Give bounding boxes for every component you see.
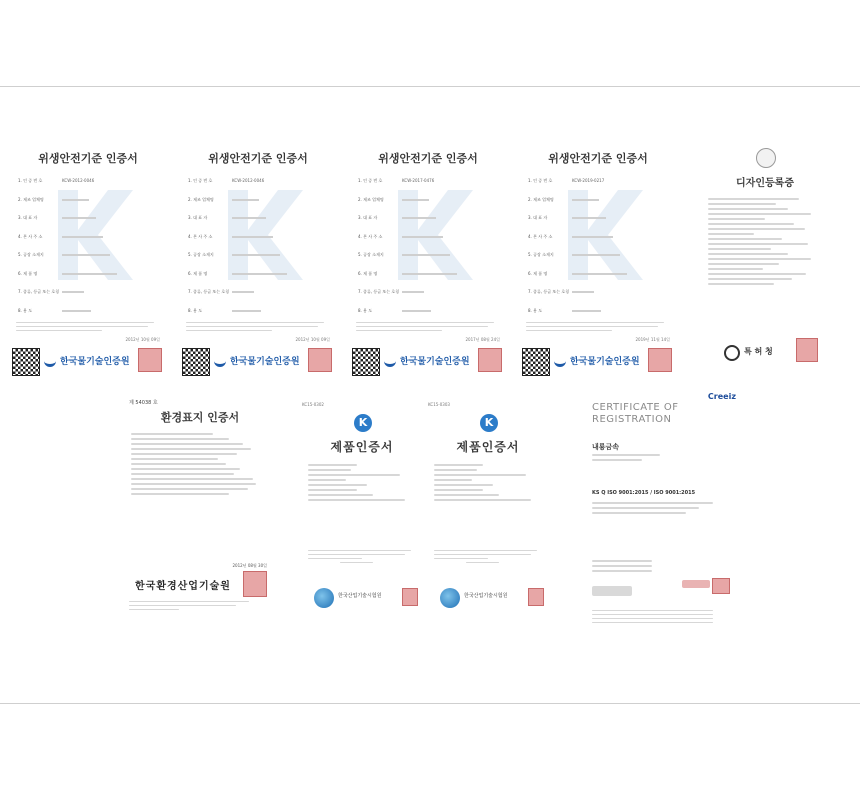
iso-certificate (586, 390, 736, 640)
kc-field-label: 5. 공장 소재지 (188, 252, 214, 257)
kc-field-row (18, 234, 162, 242)
kc-field-label: 3. 대 표 자 (358, 215, 378, 220)
kc-field-row (18, 215, 162, 223)
kc-cert-number: KCW-2019-0217 (572, 178, 605, 183)
kc-field-label: 8. 용 도 (188, 307, 203, 313)
kc-field-row (358, 234, 502, 242)
top-rule (0, 86, 860, 87)
kc-field-label: 6. 제 품 명 (528, 270, 548, 276)
kc-field-row (188, 197, 332, 205)
kc-field-label: 8. 용 도 (358, 307, 373, 313)
kc-field-row (188, 178, 332, 186)
product-certificate (302, 402, 422, 632)
kc-field-label: 6. 제 품 명 (18, 270, 38, 276)
iso-dates (592, 560, 726, 575)
kc-cert-notes (186, 322, 330, 334)
kc-field-label: 8. 용 도 (528, 307, 543, 313)
kc-field-row (528, 289, 672, 297)
design-cert-seal (796, 338, 818, 362)
kc-field-label: 5. 공장 소재지 (18, 252, 44, 257)
kc-field-label: 5. 공장 소재지 (358, 252, 384, 257)
design-cert-logo-icon (724, 345, 740, 361)
kc-certificate (8, 140, 168, 380)
kc-field-row (18, 178, 162, 186)
kc-footer-org: 한국물기술인증원 (570, 357, 640, 367)
kc-cert-title: 위생안전기준 인증서 (378, 152, 478, 165)
kc-field-row (528, 215, 672, 223)
kc-field-value-bar (572, 254, 620, 256)
kc-field-value-bar (62, 199, 89, 201)
kc-field-label: 3. 대 표 자 (18, 215, 38, 220)
globe-logo-icon (314, 588, 334, 608)
kc-cert-seal (138, 348, 162, 372)
kc-field-label: 7. 종류, 등급 또는 호칭 (188, 289, 230, 294)
kc-field-value-bar (402, 273, 457, 275)
product-cert-code: KC15-0303 (428, 402, 450, 407)
kc-field-value-bar (402, 199, 429, 201)
iso-standard: KS Q ISO 9001:2015 / ISO 9001:2015 (592, 490, 696, 496)
product-cert-code: KC15-0302 (302, 402, 324, 407)
qr-code-icon (352, 348, 380, 376)
iso-footer (592, 610, 726, 626)
kc-field-label: 7. 종류, 등급 또는 호칭 (358, 289, 400, 294)
kc-field-row (188, 215, 332, 223)
product-certificate (428, 402, 548, 632)
kc-field-row (528, 308, 672, 316)
product-cert-seal (402, 588, 418, 606)
iso-title-line1: CERTIFICATE OF (592, 402, 679, 413)
kc-org-logo-icon (44, 356, 56, 367)
product-cert-body (434, 464, 542, 504)
product-cert-notes (308, 550, 416, 566)
kc-field-value-bar (572, 273, 627, 275)
kc-org-logo-icon (384, 356, 396, 367)
design-cert-footer: 특 허 청 (744, 347, 773, 356)
kc-field-value-bar (62, 291, 84, 293)
kc-field-row (358, 289, 502, 297)
kc-field-row (188, 252, 332, 260)
kc-field-label: 4. 본 사 주 소 (188, 233, 213, 239)
kc-field-row (358, 197, 502, 205)
kc-field-row (358, 215, 502, 223)
kc-field-label: 7. 종류, 등급 또는 호칭 (18, 289, 60, 294)
product-cert-title: 제품인증서 (456, 440, 520, 454)
kc-footer-org: 한국물기술인증원 (230, 357, 300, 367)
product-cert-title: 제품인증서 (330, 440, 394, 454)
bottom-rule (0, 703, 860, 704)
kc-cert-date: 2019년 11월 14일 (635, 337, 670, 342)
kc-cert-notes (16, 322, 160, 334)
kc-cert-date: 2017년 08월 24일 (465, 337, 500, 342)
design-cert-title: 디자인등록증 (736, 178, 794, 189)
kc-field-row (18, 308, 162, 316)
kc-cert-date: 2012년 10월 09일 (125, 337, 160, 342)
kc-field-row (358, 271, 502, 279)
iso-title-line2: REGISTRATION (592, 414, 672, 425)
kc-cert-title: 위생안전기준 인증서 (38, 152, 138, 165)
env-cert-number: 제 54038 호 (129, 400, 158, 406)
emblem-seal (756, 148, 776, 168)
kc-field-row (188, 308, 332, 316)
qr-code-icon (522, 348, 550, 376)
product-cert-org: 한국산업기술시험원 (338, 593, 382, 599)
kc-cert-notes (526, 322, 670, 334)
globe-logo-icon (440, 588, 460, 608)
kc-field-row (18, 289, 162, 297)
kc-field-label: 2. 제조 업체명 (18, 196, 44, 202)
design-cert-body (708, 198, 822, 288)
kc-field-value-bar (62, 310, 91, 312)
kc-field-row (358, 308, 502, 316)
kc-field-label: 1. 인 증 번 호 (188, 178, 213, 183)
kc-org-logo-icon (214, 356, 226, 367)
kc-field-label: 1. 인 증 번 호 (358, 178, 383, 183)
kc-cert-seal (308, 348, 332, 372)
kc-field-value-bar (62, 273, 117, 275)
design-registration-certificate (700, 140, 830, 380)
iso-body-top (592, 454, 716, 464)
kc-field-value-bar (232, 199, 259, 201)
qr-code-icon (12, 348, 40, 376)
kc-field-row (358, 252, 502, 260)
kc-field-label: 4. 본 사 주 소 (18, 233, 43, 239)
environment-label-certificate (125, 395, 275, 625)
env-cert-org: 한국환경산업기술원 (135, 581, 231, 592)
k-mark-icon: K (354, 414, 372, 432)
k-mark-icon: K (480, 414, 498, 432)
kc-cert-number: KCW-2012-0046 (62, 178, 95, 183)
kc-field-value-bar (232, 217, 266, 219)
kc-footer-org: 한국물기술인증원 (400, 357, 470, 367)
env-cert-date: 2012년 08월 30일 (232, 563, 267, 568)
kc-field-value-bar (572, 236, 613, 238)
kc-field-label: 1. 인 증 번 호 (18, 178, 43, 183)
qr-code-icon (182, 348, 210, 376)
iso-company: 내룡금속 (592, 443, 620, 451)
kc-field-label: 4. 본 사 주 소 (528, 233, 553, 239)
kc-cert-number: KCW-2017-0476 (402, 178, 435, 183)
kc-field-value-bar (572, 199, 599, 201)
kc-cert-number: KCW-2012-0046 (232, 178, 265, 183)
kc-field-label: 2. 제조 업체명 (528, 196, 554, 202)
kc-field-value-bar (402, 254, 450, 256)
kc-field-row (188, 271, 332, 279)
kc-field-value-bar (232, 236, 273, 238)
kc-field-value-bar (572, 217, 606, 219)
iso-body (592, 502, 726, 517)
kc-cert-notes (356, 322, 500, 334)
kc-field-row (188, 234, 332, 242)
kc-field-label: 6. 제 품 명 (188, 270, 208, 276)
iso-sign-stamp (682, 580, 710, 588)
kc-field-label: 4. 본 사 주 소 (358, 233, 383, 239)
env-cert-seal (243, 571, 267, 597)
product-cert-org: 한국산업기술시험원 (464, 593, 508, 599)
iso-seal (712, 578, 730, 594)
kc-field-label: 5. 공장 소재지 (528, 252, 554, 257)
kc-cert-seal (478, 348, 502, 372)
kc-field-value-bar (402, 236, 443, 238)
kc-field-value-bar (402, 310, 431, 312)
env-cert-body (131, 433, 267, 498)
kc-field-value-bar (232, 310, 261, 312)
kc-field-label: 1. 인 증 번 호 (528, 178, 553, 183)
kc-field-label: 3. 대 표 자 (188, 215, 208, 220)
kc-field-label: 3. 대 표 자 (528, 215, 548, 220)
creeiz-brand: Creeiz (707, 392, 736, 401)
kc-field-value-bar (232, 254, 280, 256)
kc-footer-org: 한국물기술인증원 (60, 357, 130, 367)
product-cert-body (308, 464, 416, 504)
kc-field-label: 6. 제 품 명 (358, 270, 378, 276)
kc-field-value-bar (572, 291, 594, 293)
env-cert-title: 환경표지 인증서 (160, 411, 240, 424)
kc-field-label: 2. 제조 업체명 (188, 196, 214, 202)
kc-field-row (528, 271, 672, 279)
kc-field-row (18, 271, 162, 279)
kc-certificate (518, 140, 678, 380)
kc-field-label: 7. 종류, 등급 또는 호칭 (528, 289, 570, 294)
kc-certificate (348, 140, 508, 380)
product-cert-notes (434, 550, 542, 566)
kc-field-row (18, 197, 162, 205)
kc-field-row (188, 289, 332, 297)
iso-bottom-logos (592, 586, 632, 596)
kc-field-value-bar (572, 310, 601, 312)
kc-field-value-bar (232, 273, 287, 275)
kc-field-row (358, 178, 502, 186)
kc-cert-title: 위생안전기준 인증서 (208, 152, 308, 165)
kc-field-row (528, 178, 672, 186)
kc-field-label: 8. 용 도 (18, 307, 33, 313)
kc-certificate (178, 140, 338, 380)
kc-cert-seal (648, 348, 672, 372)
kc-cert-date: 2012년 10월 09일 (295, 337, 330, 342)
kc-cert-title: 위생안전기준 인증서 (548, 152, 648, 165)
kc-field-value-bar (402, 217, 436, 219)
kc-field-value-bar (62, 236, 103, 238)
kc-field-value-bar (62, 217, 96, 219)
kc-field-row (528, 234, 672, 242)
kc-field-row (528, 197, 672, 205)
kc-field-value-bar (62, 254, 110, 256)
env-cert-notes (129, 601, 255, 613)
kc-field-row (528, 252, 672, 260)
kc-org-logo-icon (554, 356, 566, 367)
kc-field-value-bar (232, 291, 254, 293)
kc-field-row (18, 252, 162, 260)
product-cert-seal (528, 588, 544, 606)
kc-field-label: 2. 제조 업체명 (358, 196, 384, 202)
kc-field-value-bar (402, 291, 424, 293)
